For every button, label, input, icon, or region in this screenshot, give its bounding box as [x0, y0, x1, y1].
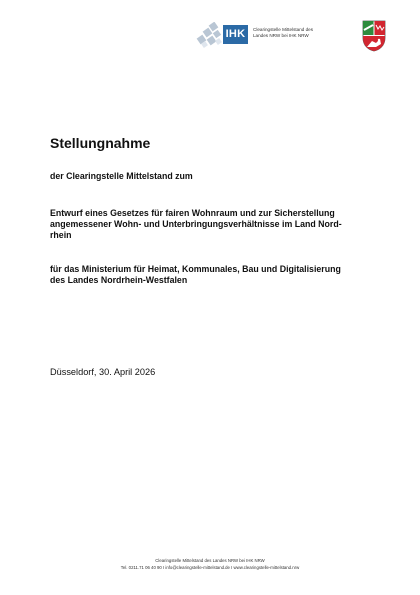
footer-org-line: Clearingstelle Mittelstand des Landes NRW bei IHK NRW: [155, 558, 265, 563]
footer-contact-line: Tel. 0211.71 06 40 90 I info@clearingstelle-mittelstand.de I www.clearingstelle-mittelstand.nrw: [120, 564, 300, 570]
org-name: [253, 27, 361, 39]
ihk-logo-mark-icon: [196, 22, 226, 48]
ministry-addressee: [50, 264, 386, 286]
org-name-line: Landes NRW bei IHK NRW: [253, 33, 309, 38]
letterhead: [196, 20, 386, 54]
ihk-wordmark: IHK: [223, 25, 248, 44]
draft-law-title-line: Entwurf eines Gesetzes für fairen Wohnraum und zur Sicherstellung: [50, 208, 335, 218]
nrw-crest-icon: [362, 20, 386, 52]
draft-law-title: [50, 208, 386, 241]
ministry-addressee-line: des Landes Nordrhein-Westfalen: [50, 275, 188, 285]
draft-law-title-line: angemessener Wohn- und Unterbringungsverhältnisse im Land Nord-: [50, 219, 342, 229]
document-title: Stellungnahme: [50, 135, 151, 151]
ministry-addressee-line: für das Ministerium für Heimat, Kommunales, Bau und Digitalisierung: [50, 264, 341, 274]
draft-law-title-line: rhein: [50, 230, 72, 240]
ihk-logo: [196, 22, 248, 48]
place-date: Düsseldorf, 30. April 2026: [50, 367, 156, 377]
document-subtitle: der Clearingstelle Mittelstand zum: [50, 171, 193, 181]
page-footer: [0, 558, 420, 571]
org-name-line: Clearingstelle Mittelstand des: [253, 27, 314, 32]
